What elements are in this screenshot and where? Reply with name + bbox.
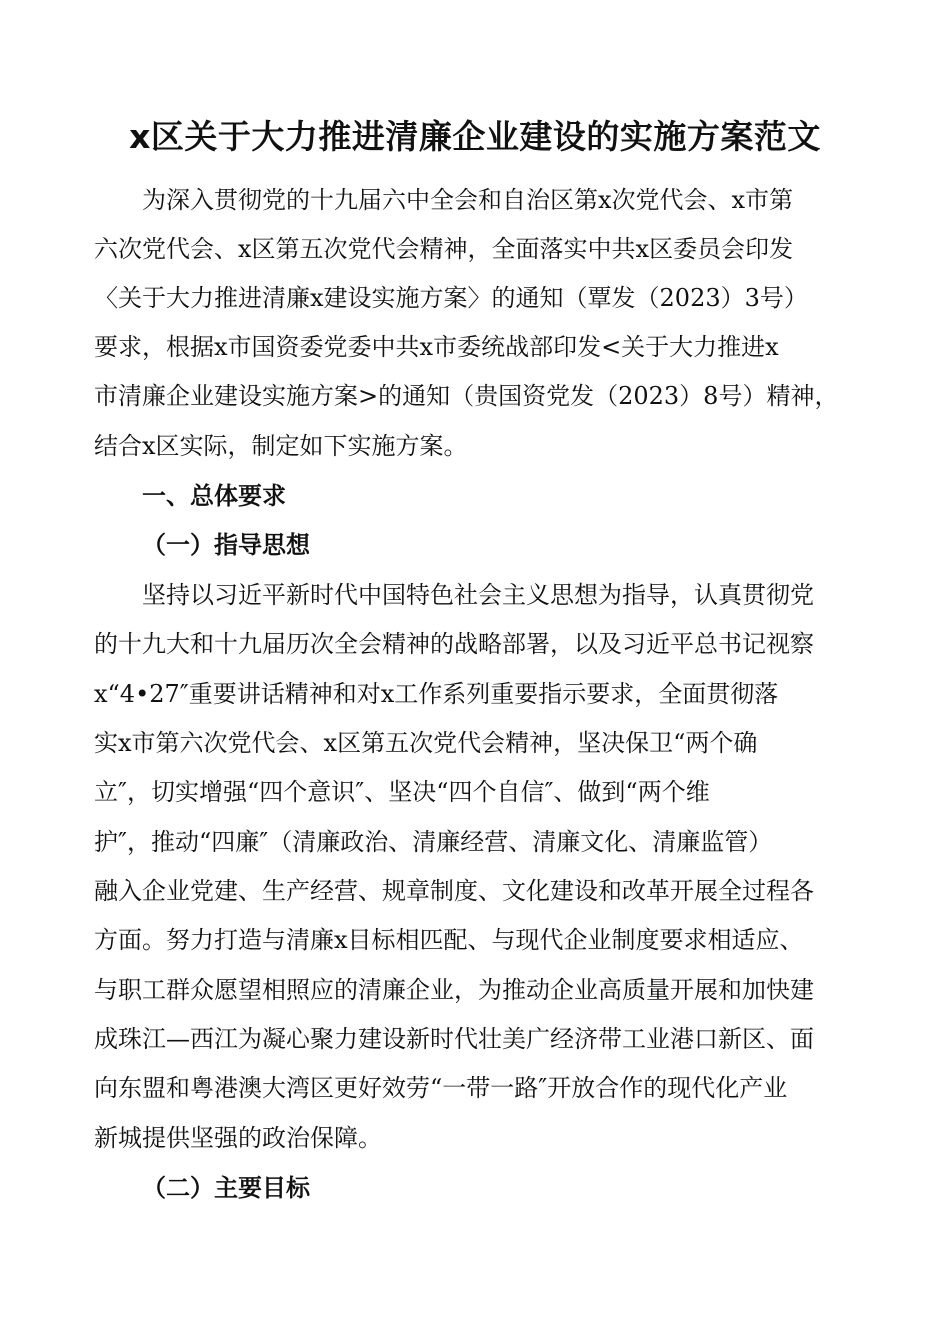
guiding-line: 成珠江—西江为凝心聚力建设新时代壮美广经济带工业港口新区、面	[94, 1025, 814, 1053]
guiding-line: 的十九大和十九届历次全会精神的战略部署，以及习近平总书记视察	[94, 630, 814, 658]
intro-line: 为深入贯彻党的十九届六中全会和自治区第x次党代会、x市第	[142, 186, 794, 214]
sub-heading: （二）主要目标	[142, 1174, 310, 1202]
guiding-line: x“4•27″重要讲话精神和对x工作系列重要指示要求，全面贯彻落	[94, 680, 779, 708]
section-heading: 一、总体要求	[142, 482, 286, 510]
guiding-line: 立″，切实增强“四个意识″、坚决“四个自信″、做到“两个维	[94, 778, 710, 806]
guiding-line: 方面。努力打造与清廉x目标相匹配、与现代企业制度要求相适应、	[94, 926, 804, 954]
sub-heading: （一）指导思想	[142, 531, 310, 559]
guiding-line: 实x市第六次党代会、x区第五次党代会精神，坚决保卫“两个确	[94, 729, 758, 757]
guiding-line: 向东盟和粤港澳大湾区更好效劳“一带一路″开放合作的现代化产业	[94, 1074, 788, 1102]
guiding-line: 坚持以习近平新时代中国特色社会主义思想为指导，认真贯彻党	[142, 581, 814, 609]
guiding-line: 新城提供坚强的政治保障。	[94, 1124, 382, 1152]
document-title: x区关于大力推进清廉企业建设的实施方案范文	[129, 117, 821, 156]
intro-line: 〈关于大力推进清廉x建设实施方案〉的通知（覃发（2023）3号）	[94, 284, 808, 312]
guiding-line: 融入企业党建、生产经营、规章制度、文化建设和改革开展全过程各	[94, 877, 814, 905]
intro-line: 结合x区实际，制定如下实施方案。	[94, 432, 468, 460]
intro-line: 六次党代会、x区第五次党代会精神，全面落实中共x区委员会印发	[94, 235, 794, 263]
intro-line: 要求，根据x市国资委党委中共x市委统战部印发<关于大力推进x	[94, 333, 779, 361]
guiding-line: 护″，推动“四廉″（清廉政治、清廉经营、清廉文化、清廉监管）	[94, 828, 773, 856]
intro-line: 市清廉企业建设实施方案>的通知（贵国资党发（2023）8号）精神，	[94, 382, 839, 410]
guiding-line: 与职工群众愿望相照应的清廉企业，为推动企业高质量开展和加快建	[94, 976, 814, 1004]
